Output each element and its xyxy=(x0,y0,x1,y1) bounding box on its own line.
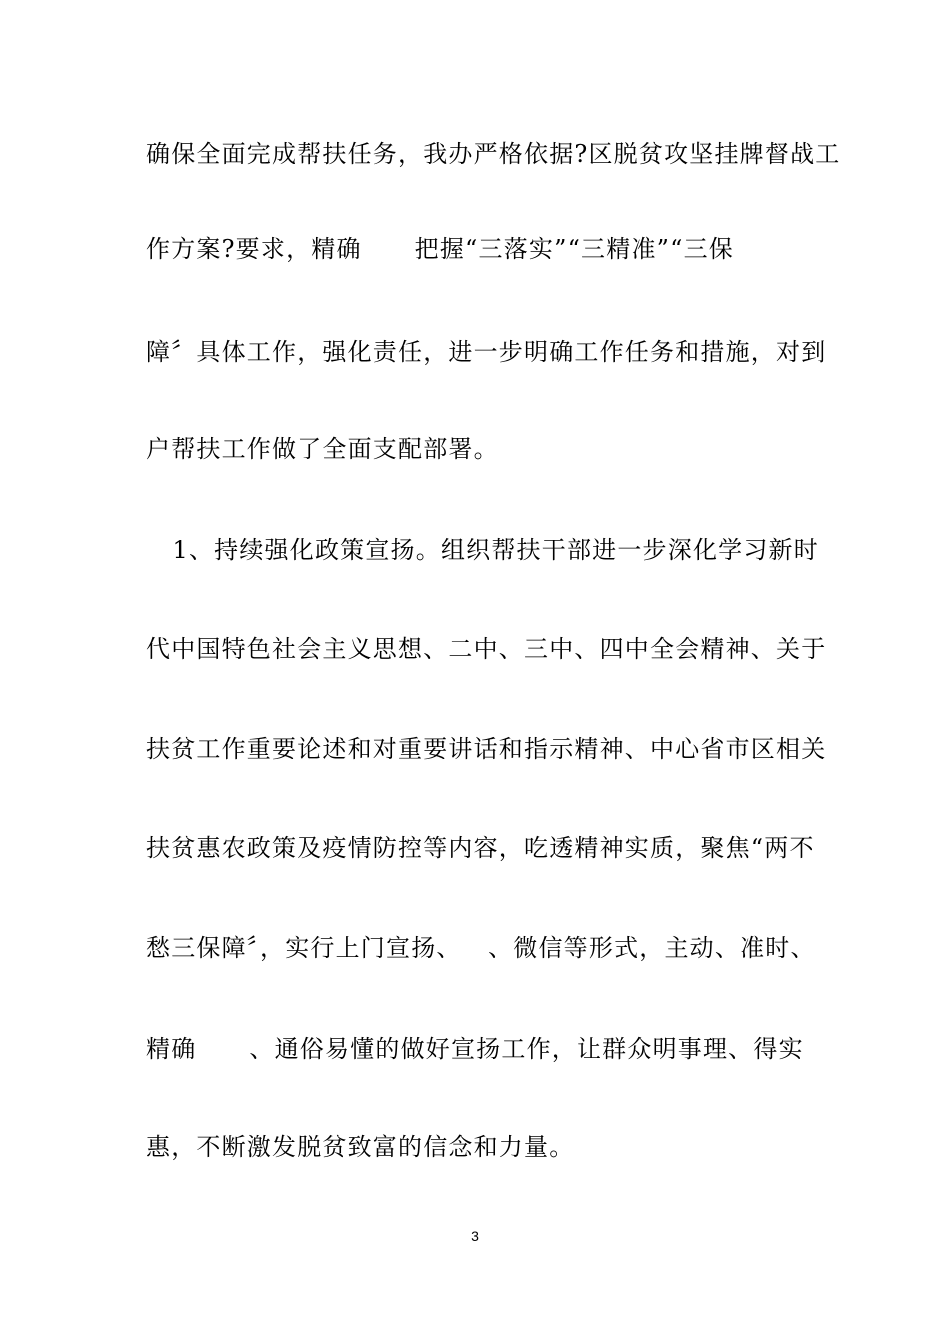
page-number: 3 xyxy=(471,1228,479,1244)
text-line: 愁三保障〞，实行上门宣扬、 、微信等形式，主动、准时、 xyxy=(146,934,816,962)
text-line: 扶贫惠农政策及疫情防控等内容，吃透精神实质，聚焦“两不 xyxy=(146,834,815,862)
text-line: 作方案?要求，精确 把握“三落实”“三精准”“三保 xyxy=(146,235,734,263)
text-line: 惠，不断激发脱贫致富的信念和力量。 xyxy=(146,1133,575,1161)
text-line: 确保全面完成帮扶任务，我办严格依据?区脱贫攻坚挂牌督战工 xyxy=(146,140,841,168)
text-line: 障〞具体工作，强化责任，进一步明确工作任务和措施，对到 xyxy=(146,338,827,366)
text-line: 精确 、通俗易懂的做好宣扬工作，让群众明事理、得实 xyxy=(146,1035,804,1063)
text-line: 代中国特色社会主义思想、二中、三中、四中全会精神、关于 xyxy=(146,635,827,663)
text-line: 户帮扶工作做了全面支配部署。 xyxy=(146,435,499,463)
text-line: 扶贫工作重要论述和对重要讲话和指示精神、中心省市区相关 xyxy=(146,735,827,763)
text-line: 1、持续强化政策宣扬。组织帮扶干部进一步深化学习新时 xyxy=(146,536,819,564)
